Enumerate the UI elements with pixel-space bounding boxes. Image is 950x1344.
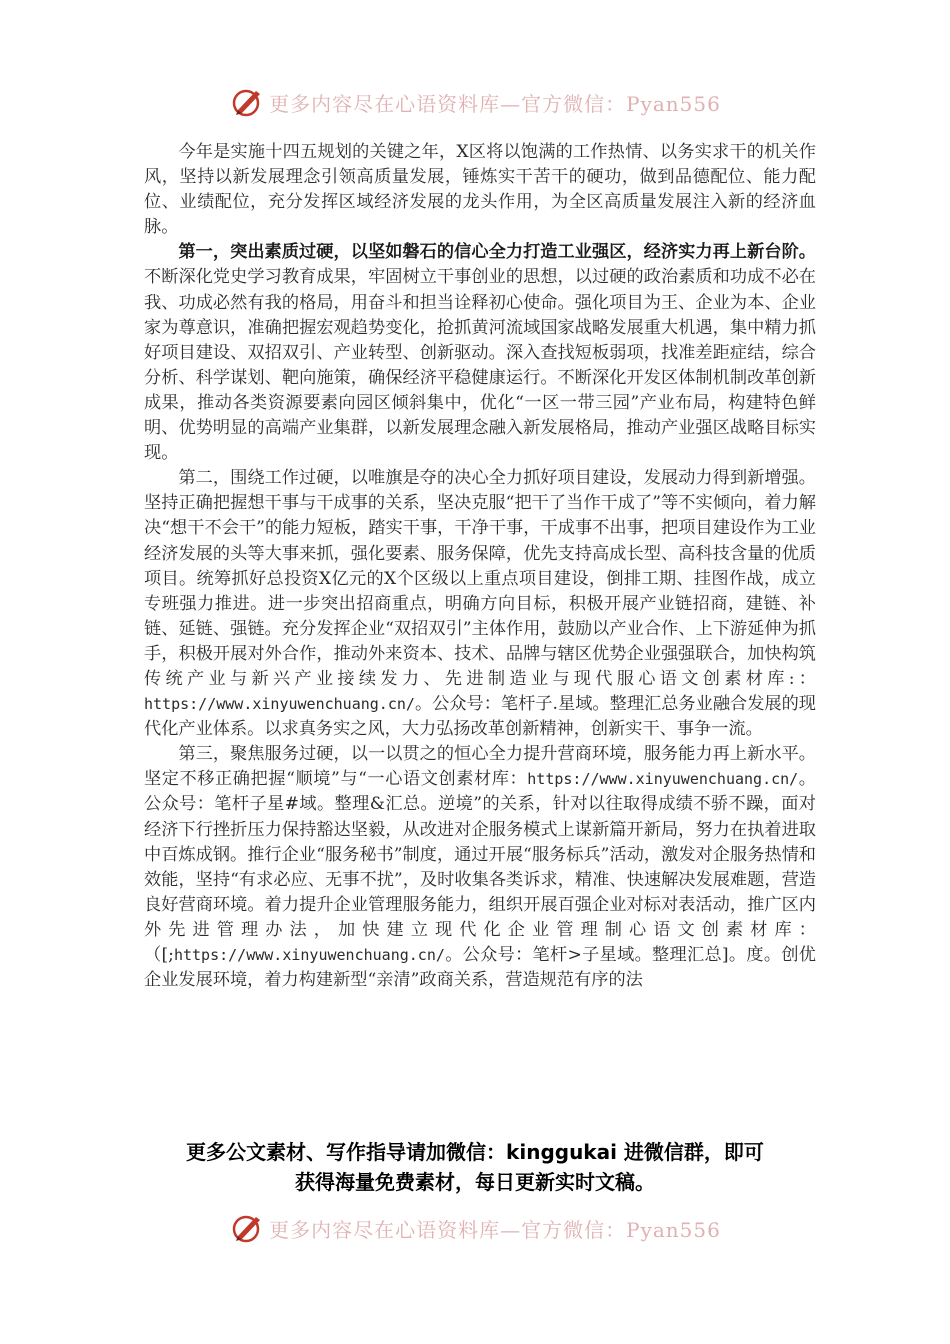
- paragraph-intro: [144, 140, 816, 240]
- pen-logo-icon: [229, 84, 265, 120]
- url-link: https://www.xinyuwenchuang.cn/: [173, 946, 445, 964]
- paragraph-first-heading: 第一，突出素质过硬，以坚如磐石的信心全力打造工业强区，经济实力再上新台阶。: [178, 242, 816, 263]
- url-link: https://www.xinyuwenchuang.cn/: [527, 770, 799, 789]
- watermark-text: 更多内容尽在心语资料库—官方微信：Pyan556: [269, 1217, 721, 1242]
- paragraph-second: [144, 466, 816, 742]
- paragraph-third-text-c: 。公众号：笔杆>子星域。整理汇总]。度。创优企业发展环境，着力构建新型“亲清”政商关系，营造规范有序的法: [144, 945, 816, 991]
- header-watermark-banner: [0, 82, 950, 122]
- pen-logo-icon: [229, 1210, 265, 1246]
- paragraph-first: [144, 240, 816, 466]
- paragraph-third: [144, 742, 816, 993]
- paragraph-second-text-a: 第二，围绕工作过硬，以唯旗是夺的决心全力抓好项目建设，发展动力得到新增强。坚持正确把握想干事与干成事的关系，坚决克服“把干了当作干成了”等不实倾向，着力解决“想干不会干”的能力短板，踏实干事，干净干事，干成事不出事，把项目建设作为工业经济发展的头等大事来抓，强化要素、服务保障，优先支持高成长型、高科技含量的优质项目。统筹抓好总投资X亿元的X个区级以上重点项目建设，倒排工期、挂图作战，成立专班强力推进。进一步突出招商重点，明确方向目标，积极开展产业链招商，建链、补链、延链、强链。充分发挥企业“双招双引”主体作用，鼓励以产业合作、上下游延伸为抓手，积极开展对外合作，推动外来资本、技术、品牌与辖区优势企业强强联合，加快构筑传统产业与新兴产业接续发力、先进制造业与现代服心语文创素材库:：: [144, 468, 816, 689]
- footer-watermark-banner: [0, 1208, 950, 1248]
- paragraph-second-text-b: 。公众号：笔杆子.星域。整理汇总务业融合发展的现代化产业体系。以求真务实之风，大力弘扬改革创新精神，创新实干、事争一流。: [144, 694, 816, 740]
- footer-promo: [100, 1137, 850, 1197]
- paragraph-first-text: 不断深化党史学习教育成果，牢固树立干事创业的思想，以过硬的政治素质和功成不必在我、功成必然有我的格局，用奋斗和担当诠释初心使命。强化项目为王、企业为本、企业家为尊意识，准确把握宏观趋势变化，抢抓黄河流域国家战略发展重大机遇，集中精力抓好项目建设、双招双引、产业转型、创新驱动。深入查找短板弱项，找准差距症结，综合分析、科学谋划、靶向施策，确保经济平稳健康运行。不断深化开发区体制机制改革创新成果，推动各类资源要素向园区倾斜集中，优化“一区一带三园”产业布局，构建特色鲜明、优势明显的高端产业集群，以新发展理念融入新发展格局，推动产业强区战略目标实现。: [144, 267, 816, 464]
- footer-promo-line1: 更多公文素材、写作指导请加微信：kinggukai 进微信群，即可: [186, 1140, 764, 1164]
- paragraph-third-text-a: 第三，聚焦服务过硬，以一以贯之的恒心全力提升营商环境，服务能力再上新水平。坚定不移正确把握“顺境”与“一心语文创素材库：: [144, 744, 816, 790]
- paragraph-intro-text: 今年是实施十四五规划的关键之年，X区将以饱满的工作热情、以务实求干的机关作风，坚持以新发展理念引领高质量发展，锤炼实干苦干的硬功，做到品德配位、能力配位、业绩配位，充分发挥区域经济发展的龙头作用，为全区高质量发展注入新的经济血脉。: [144, 142, 816, 238]
- footer-promo-line2: 获得海量免费素材，每日更新实时文稿。: [295, 1170, 655, 1194]
- watermark-text: 更多内容尽在心语资料库—官方微信：Pyan556: [269, 91, 721, 116]
- url-link: https://www.xinyuwenchuang.cn/: [144, 695, 415, 714]
- paragraph-third-text-b: 。公众号：笔杆子星#域。整理&汇总。逆境”的关系，针对以往取得成绩不骄不躁，面对经济下行挫折压力保持豁达坚毅，从改进对企服务模式上谋新篇开新局，努力在执着进取中百炼成钢。推行企业“服务秘书”制度，通过开展“服务标兵”活动，激发对企服务热情和效能，坚持“有求必应、无事不扰”，及时收集各类诉求，精准、快速解决发展难题，营造良好营商环境。着力提升企业管理服务能力，组织开展百强企业对标对表活动，推广区内外先进管理办法，加快建立现代化企业管理制心语文创素材库：（[;: [144, 769, 816, 965]
- document-body: [144, 140, 816, 993]
